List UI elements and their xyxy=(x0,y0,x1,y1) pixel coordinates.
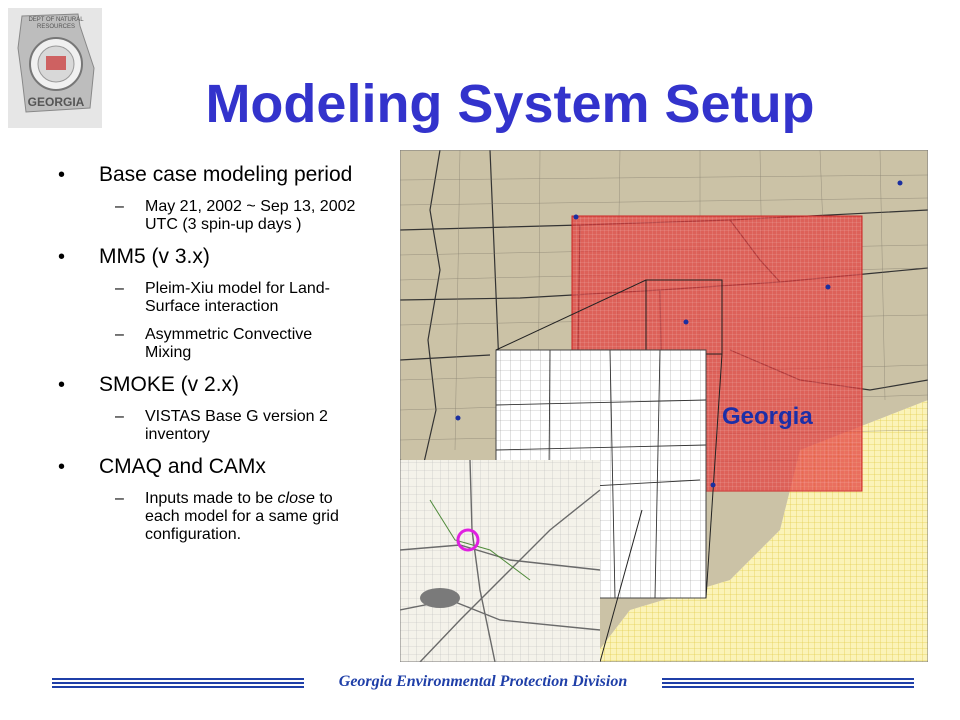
footer-bar xyxy=(52,672,914,694)
sub-bullet-item: – Asymmetric Convective Mixing xyxy=(115,326,313,361)
bullet-item: • SMOKE (v 2.x) xyxy=(54,374,394,396)
sub-bullet-text: Pleim-Xiu model for Land-Surface interaction xyxy=(145,280,330,315)
sub-bullet-text: Asymmetric Convective Mixing xyxy=(145,326,313,361)
sub-bullet-item: – VISTAS Base G version 2 inventory xyxy=(115,408,328,443)
georgia-dnr-logo xyxy=(8,8,102,128)
bullet-item: • CMAQ and CAMx xyxy=(54,456,394,478)
modeling-domain-map xyxy=(400,150,928,662)
logo-line-1: DEPT OF NATURAL xyxy=(28,17,84,23)
slide-title: Modeling System Setup xyxy=(205,74,815,134)
sub-bullet-item: – Pleim-Xiu model for Land-Surface interaction xyxy=(115,280,330,315)
georgia-map-label: Georgia xyxy=(722,403,813,430)
sub-bullet-item: – May 21, 2002 ~ Sep 13, 2002 UTC (3 spin-up days ) xyxy=(115,198,356,233)
sub-bullet-text: VISTAS Base G version 2 inventory xyxy=(145,408,328,443)
bullet-list xyxy=(54,164,394,556)
footer-text: Georgia Environmental Protection Division xyxy=(338,673,628,690)
sub-bullet-item: – Inputs made to be close to each model for a same grid configuration. xyxy=(115,490,339,543)
city-area xyxy=(420,588,460,608)
logo-line-2: RESOURCES xyxy=(36,24,76,30)
bullet-item: • Base case modeling period xyxy=(54,164,394,186)
sub-bullet-text: Inputs made to be close to each model for a same grid configuration. xyxy=(145,490,339,543)
logo-line-3: GEORGIA xyxy=(27,95,85,109)
bullet-item: • MM5 (v 3.x) xyxy=(54,246,394,268)
sub-bullet-text: May 21, 2002 ~ Sep 13, 2002 UTC (3 spin-up days ) xyxy=(145,198,356,233)
